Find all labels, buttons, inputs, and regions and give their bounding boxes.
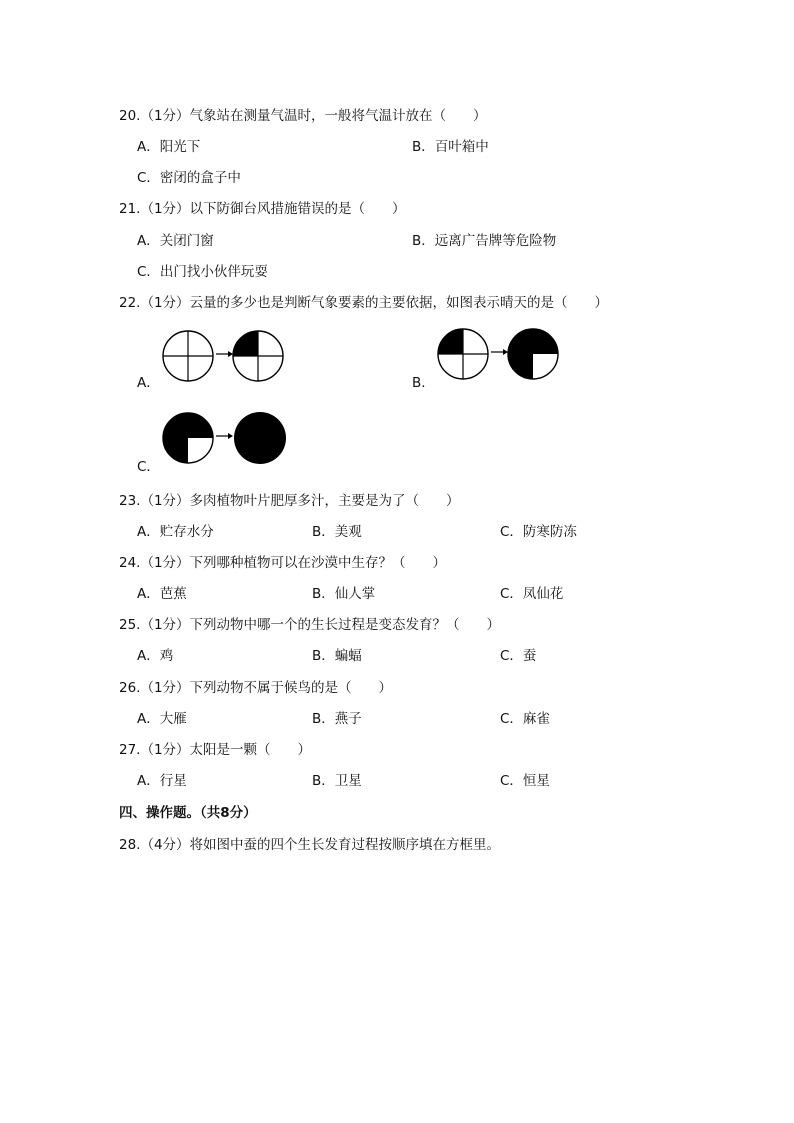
arrow-head bbox=[228, 433, 233, 439]
cloud-diagram-a bbox=[160, 328, 290, 384]
q27-option-a[interactable]: A．行星 bbox=[137, 773, 187, 789]
q25-option-c[interactable]: C．蚕 bbox=[500, 648, 537, 664]
arrow-head bbox=[228, 351, 233, 357]
q22-option-c[interactable]: C． bbox=[137, 459, 160, 475]
q21-option-b[interactable]: B．远离广告牌等危险物 bbox=[412, 233, 557, 249]
q22-option-b[interactable]: B． bbox=[412, 375, 435, 391]
q20-option-a[interactable]: A．阳光下 bbox=[137, 139, 201, 155]
cloud-diagram-c bbox=[160, 410, 290, 466]
q25-option-a[interactable]: A．鸡 bbox=[137, 648, 174, 664]
cloud-diagram-b bbox=[435, 326, 565, 382]
q24-option-c[interactable]: C．凤仙花 bbox=[500, 586, 564, 602]
q21-option-c[interactable]: C．出门找小伙伴玩耍 bbox=[137, 264, 268, 280]
q26-option-b[interactable]: B．燕子 bbox=[312, 711, 362, 727]
q27-option-c[interactable]: C．恒星 bbox=[500, 773, 550, 789]
q23-option-a[interactable]: A．贮存水分 bbox=[137, 524, 214, 540]
q20-option-c[interactable]: C．密闭的盒子中 bbox=[137, 170, 241, 186]
q26-option-c[interactable]: C．麻雀 bbox=[500, 711, 550, 727]
q21-option-a[interactable]: A．关闭门窗 bbox=[137, 233, 214, 249]
q22-option-a[interactable]: A． bbox=[137, 375, 160, 391]
q26-option-a[interactable]: A．大雁 bbox=[137, 711, 187, 727]
cloud-circle-overcast bbox=[234, 412, 286, 464]
question-26-stem: 26.（1分）下列动物不属于候鸟的是（ ） bbox=[119, 680, 393, 696]
q23-option-c[interactable]: C．防寒防冻 bbox=[500, 524, 577, 540]
section-4-title: 四、操作题。（共8分） bbox=[119, 805, 257, 821]
question-21-stem: 21.（1分）以下防御台风措施错误的是（ ） bbox=[119, 201, 406, 217]
question-28-stem: 28.（4分）将如图中蚕的四个生长发育过程按顺序填在方框里。 bbox=[119, 837, 501, 853]
arrow-head bbox=[503, 349, 508, 355]
question-27-stem: 27.（1分）太阳是一颗（ ） bbox=[119, 742, 312, 758]
question-25-stem: 25.（1分）下列动物中哪一个的生长过程是变态发育？（ ） bbox=[119, 617, 501, 633]
q24-option-b[interactable]: B．仙人掌 bbox=[312, 586, 376, 602]
q27-option-b[interactable]: B．卫星 bbox=[312, 773, 362, 789]
q23-option-b[interactable]: B．美观 bbox=[312, 524, 362, 540]
question-22-stem: 22.（1分）云量的多少也是判断气象要素的主要依据，如图表示晴天的是（ ） bbox=[119, 295, 609, 311]
q24-option-a[interactable]: A．芭蕉 bbox=[137, 586, 187, 602]
q25-option-b[interactable]: B．蝙蝠 bbox=[312, 648, 362, 664]
question-23-stem: 23.（1分）多肉植物叶片肥厚多汁，主要是为了（ ） bbox=[119, 493, 460, 509]
question-24-stem: 24.（1分）下列哪种植物可以在沙漠中生存？（ ） bbox=[119, 555, 447, 571]
question-20-stem: 20.（1分）气象站在测量气温时，一般将气温计放在（ ） bbox=[119, 108, 487, 124]
q20-option-b[interactable]: B．百叶箱中 bbox=[412, 139, 489, 155]
